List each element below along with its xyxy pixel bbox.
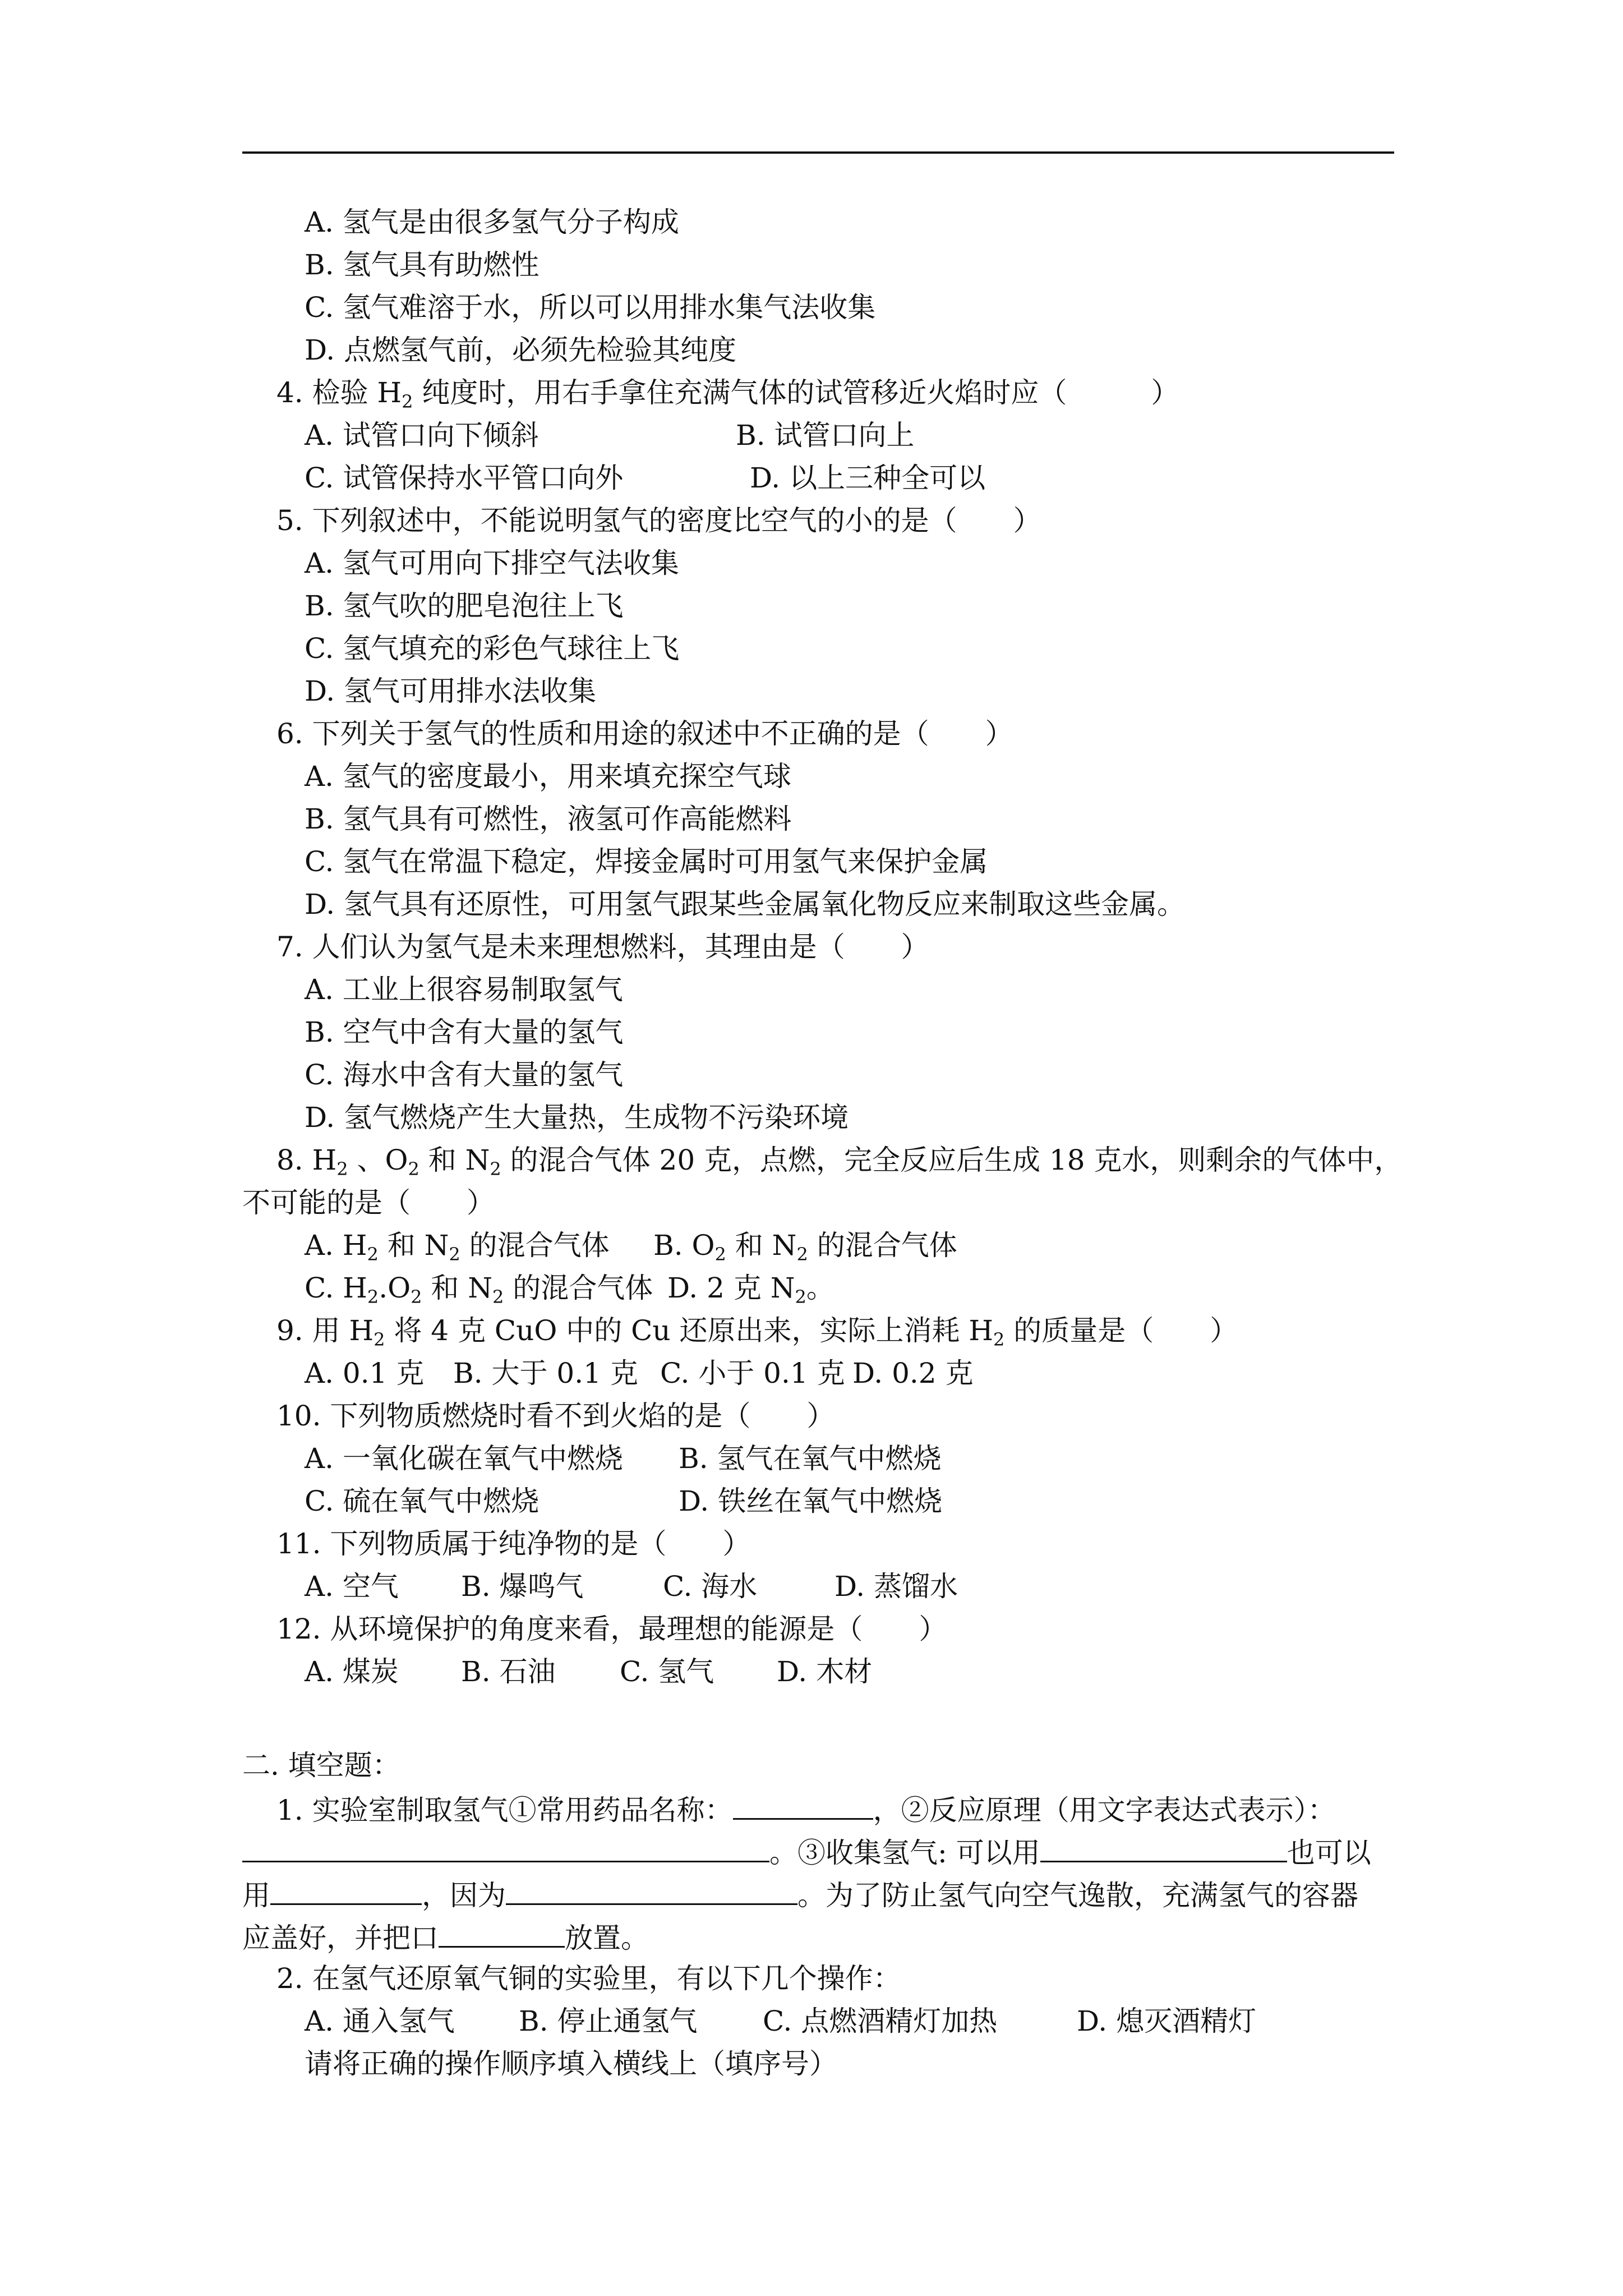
q7-option-a: A. 工业上很容易制取氢气 [305,973,623,1006]
fill-2-option-a: A. 通入氢气 [305,2005,455,2037]
q10-option-b: B. 氢气在氧气中燃烧 [679,1442,942,1475]
fill-2-option-d: D. 熄灭酒精灯 [1077,2005,1257,2037]
q11-stem: 11. 下列物质属于纯净物的是（ ） [276,1527,751,1560]
fill-2-instruction: 请将正确的操作顺序填入横线上（填序号） [305,2047,837,2080]
q9-option-c: C. 小于 0.1 克 [660,1357,845,1389]
fill-1-line2: 。③收集氢气: 可以用 也可以 [242,1834,1371,1867]
q12-option-a: A. 煤炭 [305,1655,399,1688]
q6-stem: 6. 下列关于氢气的性质和用途的叙述中不正确的是（ ） [276,717,1013,750]
answer-blank[interactable] [439,1919,565,1948]
q5-stem: 5. 下列叙述中，不能说明氢气的密度比空气的小的是（ ） [276,504,1041,537]
q11-option-d: D. 蒸馏水 [834,1570,958,1603]
answer-blank[interactable] [1040,1834,1287,1862]
q3-option-c: C. 氢气难溶于水，所以可以用排水集气法收集 [305,291,876,324]
q9-option-a: A. 0.1 克 [305,1357,425,1389]
fill-1-line1: 1. 实验室制取氢气①常用药品名称： ，②反应原理（用文字表达式表示）： [276,1791,1336,1825]
q3-option-a: A. 氢气是由很多氢气分子构成 [305,206,679,238]
answer-blank[interactable] [733,1791,873,1820]
q12-option-c: C. 氢气 [620,1655,714,1688]
q5-option-d: D. 氢气可用排水法收集 [305,675,597,707]
q7-option-c: C. 海水中含有大量的氢气 [305,1059,624,1091]
q10-option-a: A. 一氧化碳在氧气中燃烧 [305,1442,623,1475]
q3-option-b: B. 氢气具有助燃性 [305,249,540,281]
fill-1-line4: 应盖好，并把口 放置。 [242,1919,649,1953]
q8-option-b: B. $O_2$ 和 $N_2$ 的混合气体 [653,1229,957,1265]
q6-option-c: C. 氢气在常温下稳定，焊接金属时可用氢气来保护金属 [305,845,988,878]
fill-1-line3: 用 ，因为 。为了防止氢气向空气逸散，充满氢气的容器 [242,1876,1358,1910]
answer-blank[interactable] [242,1834,769,1862]
q4-option-c: C. 试管保持水平管口向外 [305,462,624,494]
q9-option-d: D. 0.2 克 [852,1357,974,1389]
answer-blank[interactable] [270,1876,422,1905]
q8-option-d: D. 2 克 $N_2$。 [667,1272,834,1308]
q9-stem: 9. 用 $H_2$ 将 4 克 CuO 中的 Cu 还原出来，实际上消耗 $H_2$ 的质量是（ ） [276,1314,1238,1350]
section-2-title: 二. 填空题： [242,1749,400,1782]
q6-option-d: D. 氢气具有还原性，可用氢气跟某些金属氧化物反应来制取这些金属。 [305,888,1186,921]
q12-stem: 12. 从环境保护的角度来看，最理想的能源是（ ） [276,1613,947,1645]
q4-option-d: D. 以上三种全可以 [750,462,986,494]
q5-option-c: C. 氢气填充的彩色气球往上飞 [305,632,680,665]
q8-stem: 8. $H_2$ 、$O_2$ 和 $N_2$ 的混合气体 20 克，点燃，完全反应后生成 18 克水，则剩余的气体中， [276,1144,1403,1180]
answer-blank[interactable] [506,1876,797,1905]
q9-option-b: B. 大于 0.1 克 [453,1357,638,1389]
q8-stem-line2: 不可能的是（ ） [242,1186,495,1219]
q12-option-b: B. 石油 [461,1655,556,1688]
q6-option-a: A. 氢气的密度最小，用来填充探空气球 [305,760,791,793]
q4-option-b: B. 试管口向上 [736,419,915,452]
q8-option-a: A. $H_2$ 和 $N_2$ 的混合气体 [305,1229,610,1265]
q5-option-b: B. 氢气吹的肥皂泡往上飞 [305,590,624,622]
fill-2-option-b: B. 停止通氢气 [519,2005,698,2037]
q11-option-b: B. 爆鸣气 [461,1570,584,1603]
q7-option-d: D. 氢气燃烧产生大量热，生成物不污染环境 [305,1101,849,1134]
q7-stem: 7. 人们认为氢气是未来理想燃料，其理由是（ ） [276,931,929,963]
header-rule [242,151,1394,154]
q6-option-b: B. 氢气具有可燃性，液氢可作高能燃料 [305,803,792,835]
q10-stem: 10. 下列物质燃烧时看不到火焰的是（ ） [276,1400,835,1432]
q12-option-d: D. 木材 [777,1655,873,1688]
q5-option-a: A. 氢气可用向下排空气法收集 [305,547,679,579]
fill-2-option-c: C. 点燃酒精灯加热 [763,2005,998,2037]
q11-option-c: C. 海水 [663,1570,758,1603]
q11-option-a: A. 空气 [305,1570,399,1603]
fill-2-stem: 2. 在氢气还原氧气铜的实验里，有以下几个操作： [276,1962,901,1995]
q3-option-d: D. 点燃氢气前，必须先检验其纯度 [305,334,737,366]
q4-option-a: A. 试管口向下倾斜 [305,419,539,452]
q10-option-c: C. 硫在氧气中燃烧 [305,1485,540,1517]
q10-option-d: D. 铁丝在氧气中燃烧 [679,1485,943,1517]
q7-option-b: B. 空气中含有大量的氢气 [305,1016,624,1048]
q8-option-c: C. $H_2.O_2$ 和 $N_2$ 的混合气体 [305,1272,653,1308]
q4-stem: 4. 检验 $H_2$ 纯度时，用右手拿住充满气体的试管移近火焰时应（ ） [276,376,1179,412]
